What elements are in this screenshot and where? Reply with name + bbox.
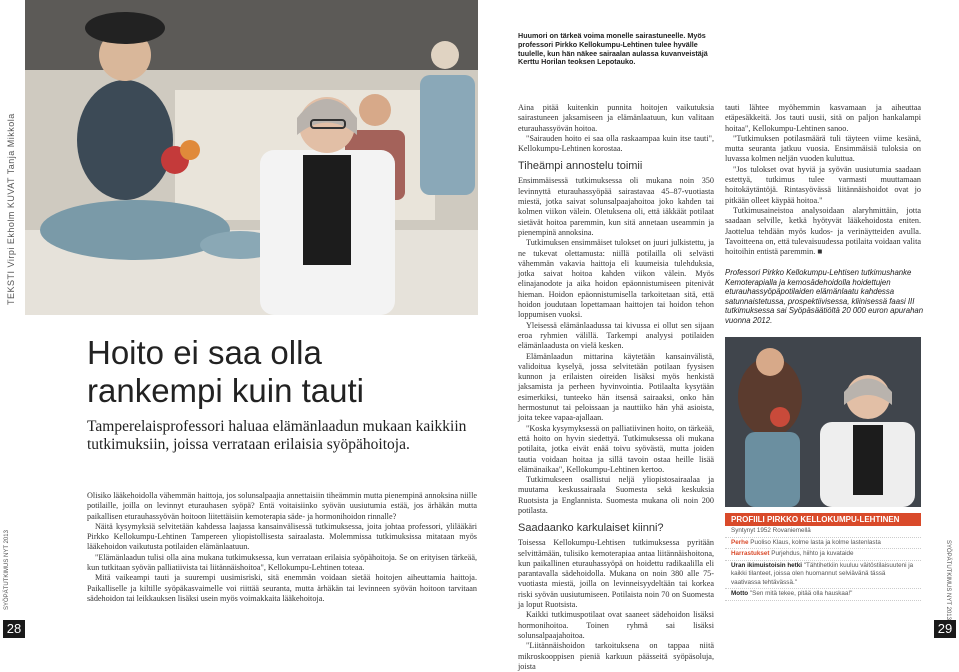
body-paragraph: Yleisessä elämänlaadussa tai kivussa ei ollut sen sijaan eroa ryhmien välillä. Tarkempi analyysi potilaiden elämänlaadusta on vielä kesken. <box>518 320 714 351</box>
profile-header <box>725 513 921 526</box>
body-paragraph: Elämänlaadun mittarina käytetään kansainvälistä, validoitua kyselyä, jossa selvitetään potilaan fyysisen kunnon ja erilaisten oireiden lisäksi myös henkistä jaksamista ja perheen hyvinvointia. Potilaalta kysytään esimerkiksi, tunteeko hän itsensä sairaaksi, onko hän hermostunut tai peloissaan ja nauttiiko hän yhä asioista, joita tekee vapaa-ajallaan. <box>518 351 714 423</box>
body-paragraph: Toisessa Kellokumpu-Lehtisen tutkimuksessa pyritään selvittämään, tulisiko kemoterapiaa antaa liitännäishoitona, kun paikallinen eturauhassyöpä on hoidettu radikaalilla eli parantavalla sädehoidolla. Mukana on noin 380 alle 75-vuotiasta miestä, joilla on levinneisyydeltään tai korkea riski syövän uusiutumiseen. Potilaista noin 70 on Suomesta ja loput Ruotsista. <box>518 538 714 610</box>
body-paragraph: "Tutkimuksen potilasmäärä tuli täyteen viime kesänä, mutta seuranta jatkuu vuosia. Ensimmäisiä tuloksia on luvassa kolmen neljän vuoden kuluttua. <box>725 133 921 164</box>
body-paragraph: Näitä kysymyksiä selvitetään kahdessa laajassa kansainvälisessä tutkimuksessa, joita johtaa professori, ylilääkäri Pirkko Kellokumpu-Lehtinen Tampereen yliopistollisesta sairaalasta. Molemmissa tutkimuksissa mitataan myös lääkehoidon vaikutusta potilaiden elämänlaatuun. <box>87 521 477 552</box>
text-column-2 <box>725 103 921 257</box>
body-paragraph: "Jos tulokset ovat hyviä ja syövän uusiutumia saadaan estettyä, tutkimus tulee varmasti muuttamaan hoitokäytäntöjä. Rintasyövässä liitännäishoidot ovat jo pitkään olleet käypää hoitoa." <box>725 164 921 205</box>
body-paragraph: Tutkimukseen osallistui neljä yliopistosairaalaa ja muutama keskussairaala Suomesta sekä keskuksia Ruotsista ja Englannista. Suomesta mukana oli noin 200 potilasta. <box>518 475 714 515</box>
profile-row-text: "Tähtihetkiin kuuluu väitöstilaisuuteni ja kaikki tilanteet, joissa olen huomannut selviävänä tässä vaativassa tehtävässä." <box>731 561 914 586</box>
profile-row-family <box>725 538 921 550</box>
body-paragraph: "Elämänlaadun tulisi olla aina mukana tutkimuksessa, kun verrataan erilaisia syöpähoitoja. Se on erityisen tärkeää, kun tutkitaan syövän palliatiivista tai liitännäishoitoa", Kellokumpu-Lehtinen toteaa. <box>87 552 477 573</box>
photo-credit-text: TEKSTI Virpi Ekholm KUVAT Tanja Mikkola <box>6 113 16 305</box>
page-title-line-1: Hoito ei saa olla <box>87 334 322 371</box>
portrait-photo-illustration <box>725 337 921 507</box>
side-label-left-text: SYÖPÄTUTKIMUS NYT 2013 <box>4 530 10 610</box>
hero-photo <box>25 0 478 315</box>
body-paragraph: Aina pitää kuitenkin punnita hoitojen vaikutuksia sairastuneen jaksamiseen ja elämänlaatuun, kun valitaan eturauhassyövän hoitoa. <box>518 103 714 133</box>
body-text-left <box>87 491 477 604</box>
grant-caption: Professori Pirkko Kellokumpu-Lehtisen tutkimushanke Kemoterapialla ja kemosädehoidolla hoidettujen eturauhassyöpäpotilaiden elämänlaatu kahdessa satunnaistetussa, prospektiivisessa, kliinisessä faasi III tutkimuksessa sai Syöpäsäätiöltä 20 000 euron apurahan vuonna 2012. <box>725 268 924 325</box>
body-paragraph: tauti lähtee myöhemmin kasvamaan ja aiheuttaa etäpesäkkeitä. Jos tauti uusii, sitä on paljon hankalampi hoitaa", Kellokumpu-Lehtinen sanoo. <box>725 103 921 133</box>
profile-name: PIRKKO KELLOKUMPU-LEHTINEN <box>767 515 900 524</box>
profile-row-text: Puoliso Klaus, kolme lasta ja kolme lastenlasta <box>750 538 881 546</box>
profile-row-text: Purjehdus, hiihto ja kuvataide <box>771 550 854 557</box>
profile-row-label: Uran ikimuistoisin hetki <box>731 561 803 569</box>
profile-box <box>725 513 921 601</box>
profile-row-hobbies <box>725 549 921 561</box>
page-title <box>87 334 477 410</box>
page-title-line-2: rankempi kuin tauti <box>87 372 364 409</box>
page-number-right: 29 <box>934 620 956 638</box>
side-label-right-text: SYÖPÄTUTKIMUS NYT 2013 <box>945 540 951 620</box>
body-paragraph: "Koska kysymyksessä on palliatiivinen hoito, on tärkeää, että hoito on hyvin siedettyä. Tutkimuksessa oli mukana potilaita, jotka eivät enää toivu syövästä, mutta joiden tautia voidaan hoitaa ja sillä tavoin ostaa heille lisää elämänaikaa", Kellokumpu-Lehtinen kertoo. <box>518 423 714 474</box>
profile-label: PROFIILI <box>731 515 765 524</box>
profile-row-label: Perhe <box>731 538 749 546</box>
profile-row-motto <box>725 589 921 601</box>
body-paragraph: "Sairauden hoito ei saa olla raskaampaa kuin itse tauti", Kellokumpu-Lehtinen korostaa. <box>518 133 714 154</box>
body-paragraph: Ensimmäisessä tutkimuksessa oli mukana noin 350 levinnyttä eturauhassyöpää sairastavaa 45–87-vuotiasta miestä, jotka saivat solunsalpaajahoitoa joko kahden tai kolmen viikon välein. Oletuksena oli, että iäkkäät potilaat sietävät hoitoa paremmin, kun sitä annetaan useammin ja pienempinä annoksina. <box>518 176 714 237</box>
body-paragraph: "Liitännäishoidon tarkoituksena on tappaa niitä mikroskooppisen pieniä karkuun päässeitä syöpäsoluja, joista <box>518 641 714 671</box>
body-paragraph: Tutkimuksen ensimmäiset tulokset on juuri julkistettu, ja ne tukevat olettamusta: niillä potilailla oli selvästi vähemmän vakavia haittoja eli kuumeisia tulehduksia, jotka saivat hoitoa kahden viikon välein. Myös elinajanodote ja aika hoidon epäonnistumiseen pitenivät hieman. Hoidon epäonnistumisella tarkoitetaan sitä, että hoidon joudutaan lopettamaan haittojen tai hoidon tehon loppumisen vuoksi. <box>518 238 714 320</box>
section-heading: Saadaanko karkulaiset kiinni? <box>518 522 664 535</box>
page-number-left: 28 <box>3 620 25 638</box>
profile-row-label: Harrastukset <box>731 550 770 557</box>
profile-row-text: Syntynyt 1952 Rovaniemellä <box>731 527 811 534</box>
body-paragraph: Tutkimusaineistoa analysoidaan alaryhmittäin, jotta saadaan selville, ketkä hyötyvät lääkehoidosta eniten. Jaottelua tehdään myös kudos- ja verinäytteiden avulla. Tavoitteena on, että tulevaisuudessa potilaita voidaan valita hoitoihin entistä paremmin. ■ <box>725 205 921 257</box>
body-paragraph: Mitä vaikeampi tauti ja suurempi uusimisriski, sitä enemmän voidaan sietää hoitojen aiheuttamia haittoja. Paikalliselle ja kiltille syöpäkasvaimelle voi riittää seuranta, mutta ärhäkän tai levinneen syövän hoitoon tarvitaan sädehoidon tai leikkauksen lisäksi usein myös voimakkaita lääkehoitoja. <box>87 573 477 603</box>
profile-row-born <box>725 526 921 538</box>
body-paragraph: Olisiko lääkehoidolla vähemmän haittoja, jos solunsalpaajia annettaisiin tiheämmin mutta pienempinä annoksina niille potilaille, joilla on levinnyt eturauhasen syöpä? Entä voitaisiinko syövän uusiutumia estää, jos ärhäkän mutta paikallisen eturauhassyövän hoitoon liitettäisiin kemoterapia säde- ja hormonihoidon rinnalle? <box>87 491 477 521</box>
photo-credit <box>0 113 22 305</box>
lead-paragraph: Tamperelaisprofessori haluaa elämänlaadun mukaan kaikkiin tutkimuksiin, joissa verrataan erilaisia syöpähoitoja. <box>87 418 467 453</box>
side-label-right <box>937 540 959 620</box>
section-heading: Tiheämpi annostelu toimii <box>518 160 643 173</box>
photo-caption: Huumori on tärkeä voima monelle sairastuneelle. Myös professori Pirkko Kellokumpu-Lehtinen tulee hyvälle tuulelle, kun hän näkee sairaalan aulassa kuvanveistäjä Kerttu Horilan teoksen Lepotauko. <box>518 31 708 67</box>
side-label-left <box>0 530 22 610</box>
profile-row-moment <box>725 561 921 590</box>
hero-photo-illustration <box>25 0 478 315</box>
text-column-1 <box>518 103 714 672</box>
profile-row-label: Motto <box>731 590 749 597</box>
body-paragraph: Kaikki tutkimuspotilaat ovat saaneet sädehoidon lisäksi hormonihoitoa. Toinen ryhmä sai lisäksi solunsalpaajahoitoa. <box>518 610 714 640</box>
profile-row-text: "Sen mitä tekee, pitää olla hauskaa!" <box>749 590 853 597</box>
portrait-photo <box>725 337 921 507</box>
